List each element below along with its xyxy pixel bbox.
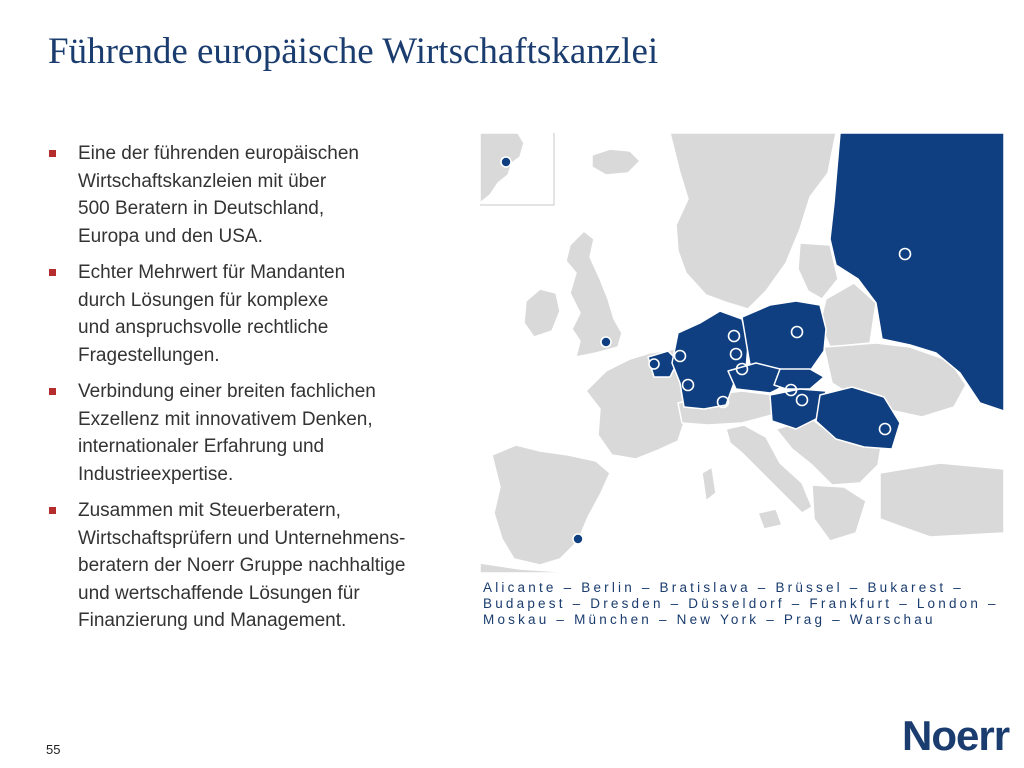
baltics-land [798, 243, 838, 299]
bullet-line: Eine der führenden europäischen [78, 143, 359, 164]
greece-land [812, 485, 866, 541]
sardinia-land [702, 467, 716, 501]
marker-bruessel [649, 359, 659, 369]
city-list-line: Budapest – Dresden – Düsseldorf – Frankfurt – London – [483, 596, 999, 611]
bullet-line: Finanzierung und Management. [78, 610, 347, 631]
bullet-line: Fragestellungen. [78, 344, 220, 366]
bullet-item [46, 140, 456, 250]
poland-region [742, 301, 826, 373]
noerr-logo: Noerr [902, 712, 1010, 759]
bullet-line: durch Lösungen für komplexe [78, 289, 329, 311]
usa-inset-land [480, 133, 524, 203]
iceland-land [592, 149, 640, 175]
bullet-line: Zusammen mit Steuerberatern, [78, 500, 341, 521]
bullet-line: beratern der Noerr Gruppe nachhaltige [78, 555, 406, 576]
sicily-land [758, 509, 782, 529]
bullet-marker [49, 388, 56, 395]
bullet-line: Echter Mehrwert für Mandanten [78, 262, 346, 283]
bullet-line: Wirtschaftsprüfern und Unternehmens- [78, 527, 406, 549]
page-number: 55 [46, 742, 61, 757]
marker-alicante [573, 534, 583, 544]
city-list [483, 580, 1003, 628]
city-list-line: Moskau – München – New York – Prag – Warschau [483, 612, 936, 627]
bullet-marker [49, 150, 56, 157]
bullet-item [46, 378, 456, 488]
north-africa-land [480, 563, 580, 573]
bullet-line: und wertschaffende Lösungen für [78, 582, 360, 604]
city-list-line: Alicante – Berlin – Bratislava – Brüssel – Bukarest – [483, 580, 965, 595]
turkey-land [880, 463, 1004, 537]
ireland-land [524, 289, 560, 337]
bullet-marker [49, 269, 56, 276]
bullet-line: und anspruchsvolle rechtliche [78, 317, 329, 338]
slide-title: Führende europäische Wirtschaftskanzlei [48, 31, 659, 72]
bullet-line: 500 Beratern in Deutschland, [78, 198, 325, 219]
marker-new-york [501, 157, 511, 167]
bullet-list [46, 140, 456, 644]
bullet-item [46, 259, 456, 369]
bullet-line: Verbindung einer breiten fachlichen [78, 381, 376, 402]
bullet-line: Exzellenz mit innovativem Denken, [78, 408, 373, 430]
bullet-line: Industrieexpertise. [78, 463, 234, 485]
europe-map [480, 133, 1004, 573]
bullet-marker [49, 507, 56, 514]
bullet-line: Europa und den USA. [78, 225, 263, 247]
marker-london [601, 337, 611, 347]
slovakia-region [774, 369, 824, 389]
bullet-item [46, 497, 456, 635]
bullet-line: internationaler Erfahrung und [78, 436, 325, 457]
bullet-line: Wirtschaftskanzleien mit über [78, 170, 327, 192]
britain-land [566, 231, 622, 357]
iberia-land [492, 445, 610, 565]
